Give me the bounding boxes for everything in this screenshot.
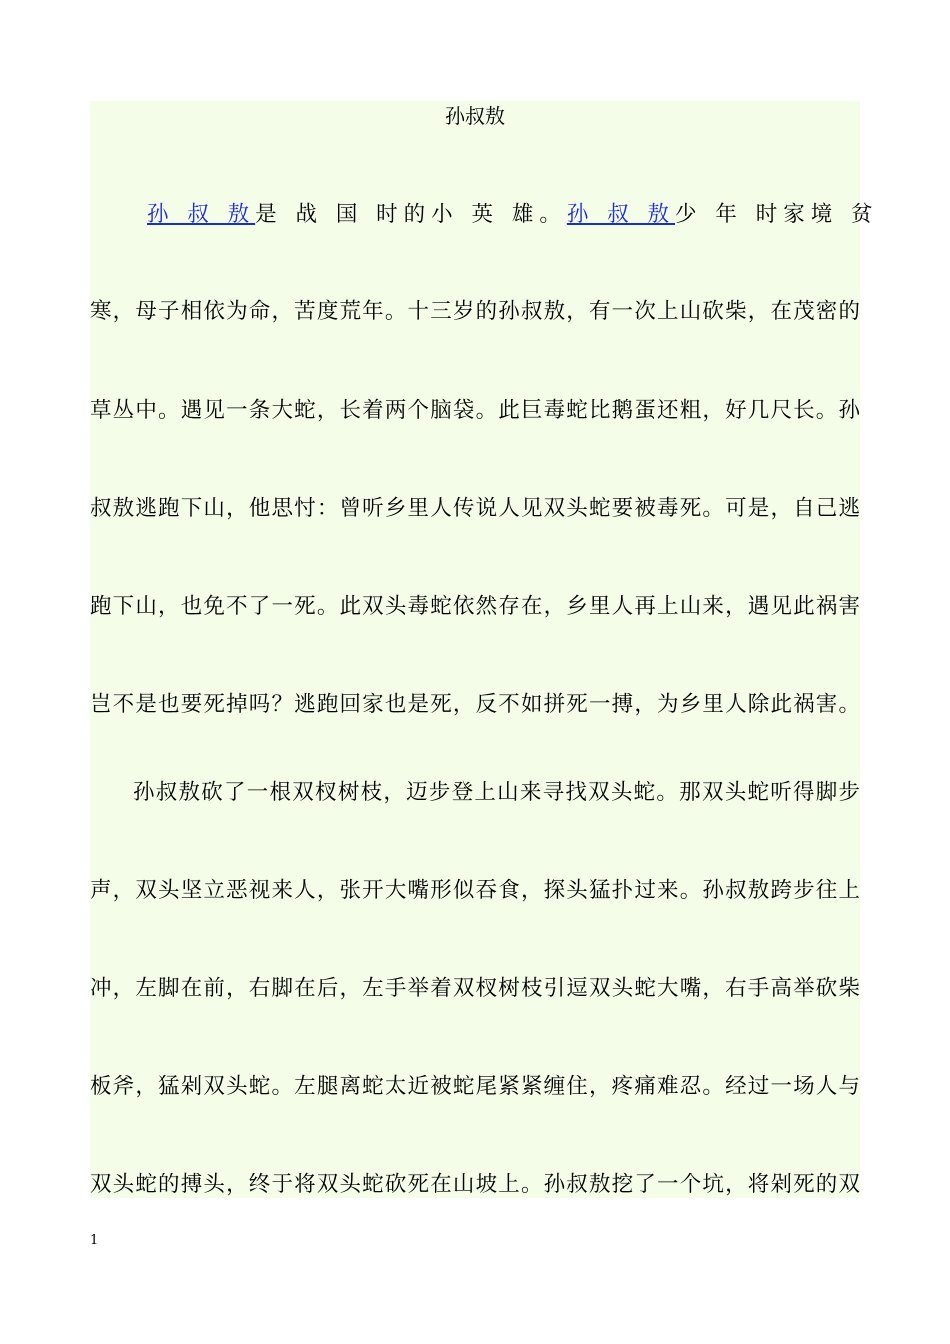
paragraph-1-line-6: 岂不是也要死掉吗？逃跑回家也是死，反不如拼死一搏，为乡里人除此祸害。 bbox=[90, 692, 860, 717]
paragraph-1-line-4: 叔敖逃跑下山，他思忖：曾听乡里人传说人见双头蛇要被毒死。可是，自己逃 bbox=[90, 496, 860, 521]
paragraph-2-line-3: 冲，左脚在前，右脚在后，左手举着双杈树枝引逗双头蛇大嘴，右手高举砍柴 bbox=[90, 976, 860, 1001]
line-text: 少 年 时家境 贫 bbox=[675, 202, 879, 227]
paragraph-1-line-5: 跑下山，也免不了一死。此双头毒蛇依然存在，乡里人再上山来，遇见此祸害 bbox=[90, 594, 860, 619]
paragraph-2-line-1: 孙叔敖砍了一根双杈树枝，迈步登上山来寻找双头蛇。那双头蛇听得脚步 bbox=[133, 780, 860, 805]
paragraph-2-line-5: 双头蛇的搏头，终于将双头蛇砍死在山坡上。孙叔敖挖了一个坑，将剁死的双 bbox=[90, 1172, 860, 1197]
line-text: 是 战 国 时的小 英 雄。 bbox=[255, 202, 567, 227]
paragraph-1-line-3: 草丛中。遇见一条大蛇，长着两个脑袋。此巨毒蛇比鹅蛋还粗，好几尺长。孙 bbox=[90, 398, 860, 423]
paragraph-2-line-2: 声，双头坚立恶视来人，张开大嘴形似吞食，探头猛扑过来。孙叔敖跨步往上 bbox=[90, 878, 860, 903]
page-number: 1 bbox=[90, 1233, 99, 1248]
page-highlight-background bbox=[90, 101, 860, 1198]
document-title: 孙叔敖 bbox=[445, 104, 505, 128]
sun-shuao-link-1[interactable]: 孙 叔 敖 bbox=[147, 202, 256, 227]
paragraph-1-line-2: 寒，母子相依为命，苦度荒年。十三岁的孙叔敖，有一次上山砍柴，在茂密的 bbox=[90, 299, 860, 324]
paragraph-2-line-4: 板斧，猛剁双头蛇。左腿离蛇太近被蛇尾紧紧缠住，疼痛难忍。经过一场人与 bbox=[90, 1074, 860, 1099]
paragraph-1-line-1 bbox=[147, 200, 879, 230]
sun-shuao-link-2[interactable]: 孙 叔 敖 bbox=[566, 202, 676, 227]
